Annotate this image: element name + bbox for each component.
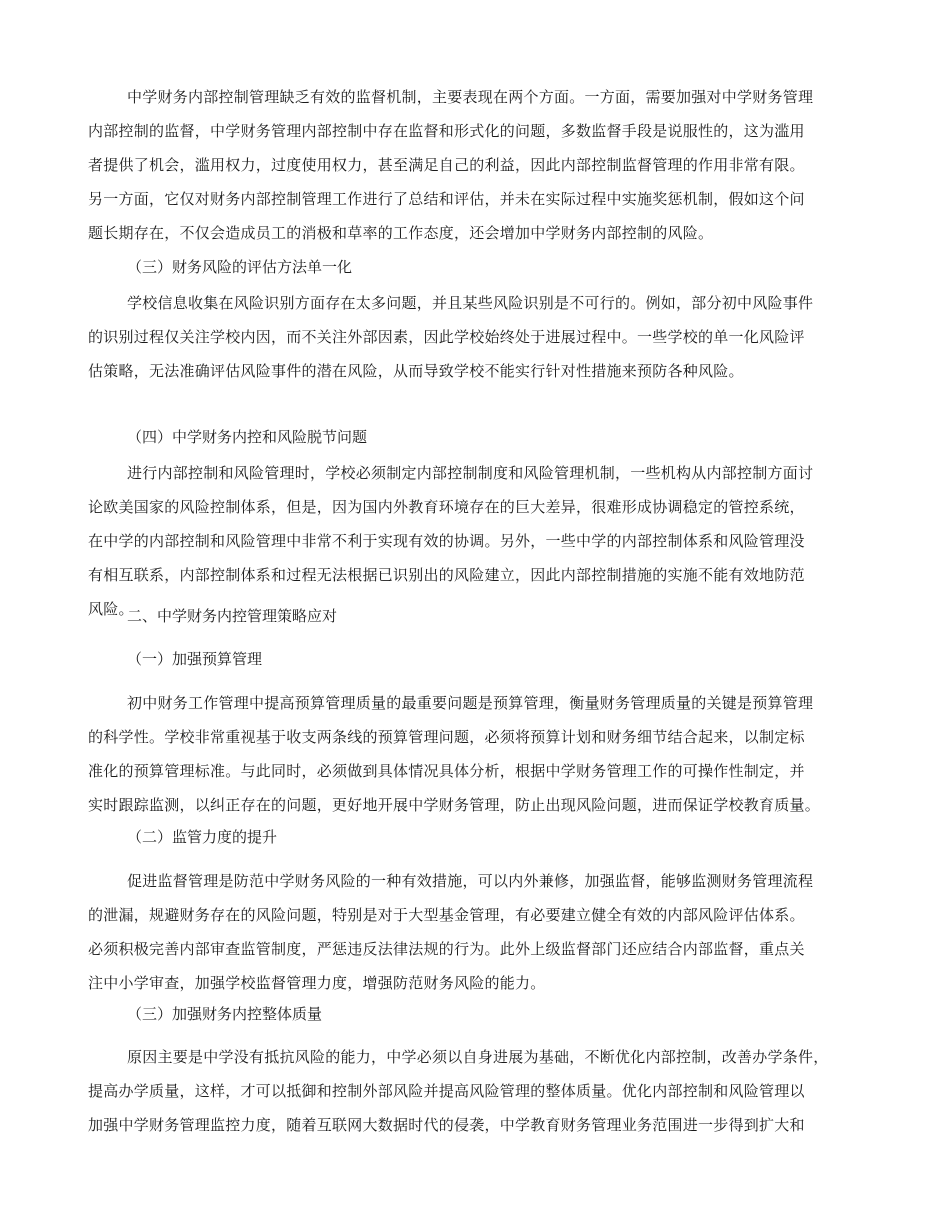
- text-line: 论欧美国家的风险控制体系，但是，因为国内外教育环境存在的巨大差异，很难形成协调稳定的管控系统，: [88, 498, 805, 516]
- text-line: 实时跟踪监测，以纠正存在的问题，更好地开展中学财务管理，防止出现风险问题，进而保证学校教育质量。: [88, 796, 821, 814]
- section-heading: （一）加强预算管理: [127, 650, 263, 668]
- text-line: 的科学性。学校非常重视基于收支两条线的预算管理问题，必须将预算计划和财务细节结合起来，以制定标: [88, 728, 805, 746]
- section-heading: （三）财务风险的评估方法单一化: [127, 258, 353, 276]
- text-line: 在中学的内部控制和风险管理中非常不利于实现有效的协调。另外，一些中学的内部控制体系和风险管理没: [88, 532, 805, 550]
- text-line: 初中财务工作管理中提高预算管理质量的最重要问题是预算管理，衡量财务管理质量的关键是预算管理: [127, 694, 814, 712]
- text-line: 的泄漏，规避财务存在的风险问题，特别是对于大型基金管理，有必要建立健全有效的内部风险评估体系。: [88, 906, 805, 924]
- text-line: 学校信息收集在风险识别方面存在太多问题，并且某些风险识别是不可行的。例如，部分初中风险事件: [127, 294, 814, 312]
- text-line: 注中小学审查，加强学校监督管理力度，增强防范财务风险的能力。: [88, 974, 546, 992]
- section-heading: （二）监管力度的提升: [127, 828, 278, 846]
- section-heading: （四）中学财务内控和风险脱节问题: [127, 428, 368, 446]
- text-line: 内部控制的监督，中学财务管理内部控制中存在监督和形式化的问题，多数监督手段是说服性的，这为滥用: [88, 122, 805, 140]
- text-line: 必须积极完善内部审查监管制度，严惩违反法律法规的行为。此外上级监督部门还应结合内部监督，重点关: [88, 940, 805, 958]
- text-line: 提高办学质量，这样，才可以抵御和控制外部风险并提高风险管理的整体质量。优化内部控制和风险管理以: [88, 1082, 805, 1100]
- text-line: 促进监督管理是防范中学财务风险的一种有效措施，可以内外兼修，加强监督，能够监测财务管理流程: [127, 872, 814, 890]
- text-line: 中学财务内部控制管理缺乏有效的监督机制，主要表现在两个方面。一方面，需要加强对中学财务管理: [127, 88, 814, 106]
- text-line: 有相互联系，内部控制体系和过程无法根据已识别出的风险建立，因此内部控制措施的实施不能有效地防范: [88, 566, 805, 584]
- text-line: 加强中学财务管理监控力度，随着互联网大数据时代的侵袭，中学教育财务管理业务范围进一步得到扩大和: [88, 1116, 805, 1134]
- text-line: 者提供了机会，滥用权力，过度使用权力，甚至满足自己的利益，因此内部控制监督管理的作用非常有限。: [88, 156, 805, 174]
- text-line: 题长期存在，不仅会造成员工的消极和草率的工作态度，还会增加中学财务内部控制的风险。: [88, 224, 714, 242]
- text-line: 风险。: [88, 600, 134, 618]
- text-line: 原因主要是中学没有抵抗风险的能力，中学必须以自身进展为基础，不断优化内部控制，改善办学条件，: [127, 1048, 829, 1066]
- text-line: 进行内部控制和风险管理时，学校必须制定内部控制制度和风险管理机制，一些机构从内部控制方面讨: [127, 464, 814, 482]
- chapter-heading: 二、中学财务内控管理策略应对: [127, 607, 338, 625]
- text-line: 估策略，无法准确评估风险事件的潜在风险，从而导致学校不能实行针对性措施来预防各种风险。: [88, 362, 744, 380]
- text-line: 另一方面，它仅对财务内部控制管理工作进行了总结和评估，并未在实际过程中实施奖惩机制，假如这个问: [88, 190, 805, 208]
- text-line: 的识别过程仅关注学校内因，而不关注外部因素，因此学校始终处于进展过程中。一些学校的单一化风险评: [88, 328, 805, 346]
- section-heading: （三）加强财务内控整体质量: [127, 1005, 323, 1023]
- text-line: 准化的预算管理标准。与此同时，必须做到具体情况具体分析，根据中学财务管理工作的可操作性制定，并: [88, 762, 805, 780]
